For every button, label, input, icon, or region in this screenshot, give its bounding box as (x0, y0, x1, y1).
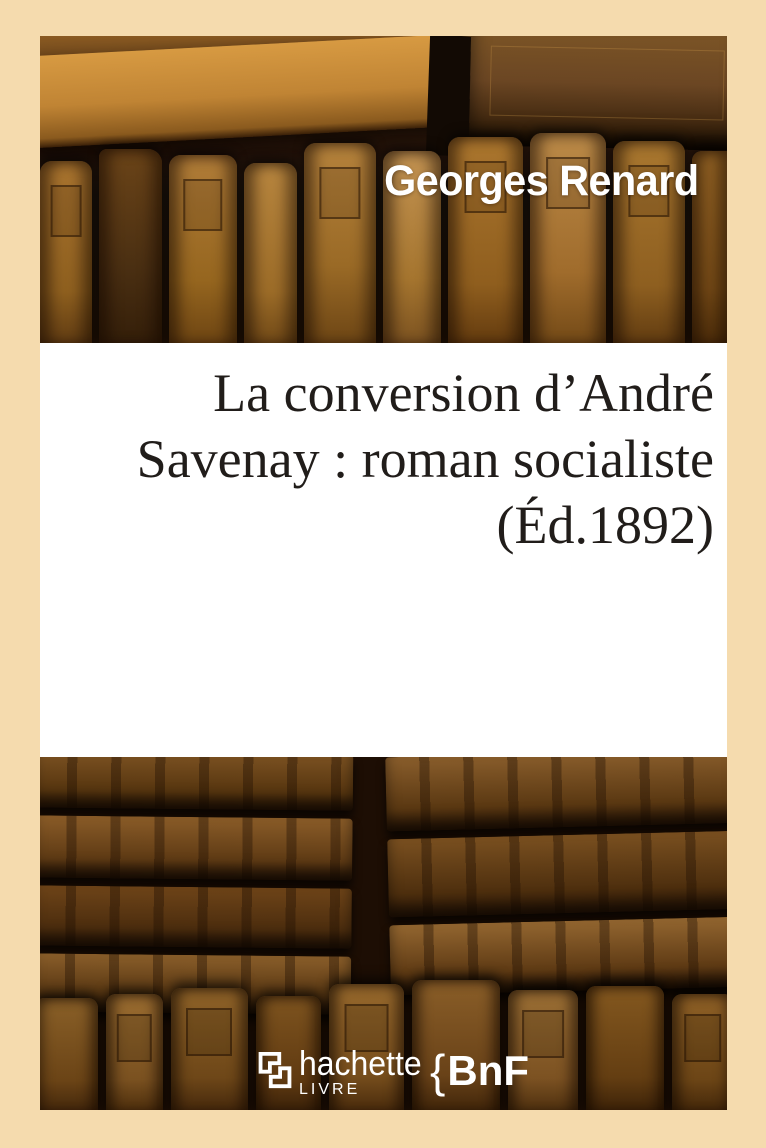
book-stack-right (385, 757, 727, 995)
stacked-book (40, 815, 353, 880)
stacked-book (387, 831, 727, 918)
book-title (40, 360, 714, 558)
publisher-logos (40, 1043, 727, 1103)
stacked-book (385, 757, 727, 831)
stacked-book (40, 885, 352, 948)
title-line-1: La conversion d’André (213, 363, 714, 423)
photo-top-shelf (40, 36, 727, 343)
author-name: Georges Renard (384, 157, 699, 205)
book-spine (304, 143, 376, 343)
stacked-book (40, 757, 353, 811)
hachette-livre-logo (258, 1045, 429, 1098)
photo-bottom-shelf (40, 757, 727, 1110)
title-line-3-edition: (Éd.1892) (496, 495, 714, 555)
hachette-square-h-icon (258, 1051, 292, 1089)
bookshelf-photo (40, 36, 727, 1110)
hachette-name: hachette (299, 1045, 422, 1083)
bnf-brace-icon: { (430, 1045, 446, 1097)
bnf-logo (430, 1045, 530, 1097)
title-band (40, 343, 727, 757)
book-spine (99, 149, 162, 343)
book-spine (244, 163, 297, 343)
book-spine (40, 161, 92, 343)
hachette-wordmark (299, 1045, 429, 1098)
book-spine (169, 155, 237, 343)
hachette-livre-label: LIVRE (299, 1081, 361, 1098)
bnf-name: BnF (447, 1047, 530, 1094)
title-line-2: Savenay : roman socialiste (136, 429, 714, 489)
book-stack-left (40, 757, 353, 1015)
